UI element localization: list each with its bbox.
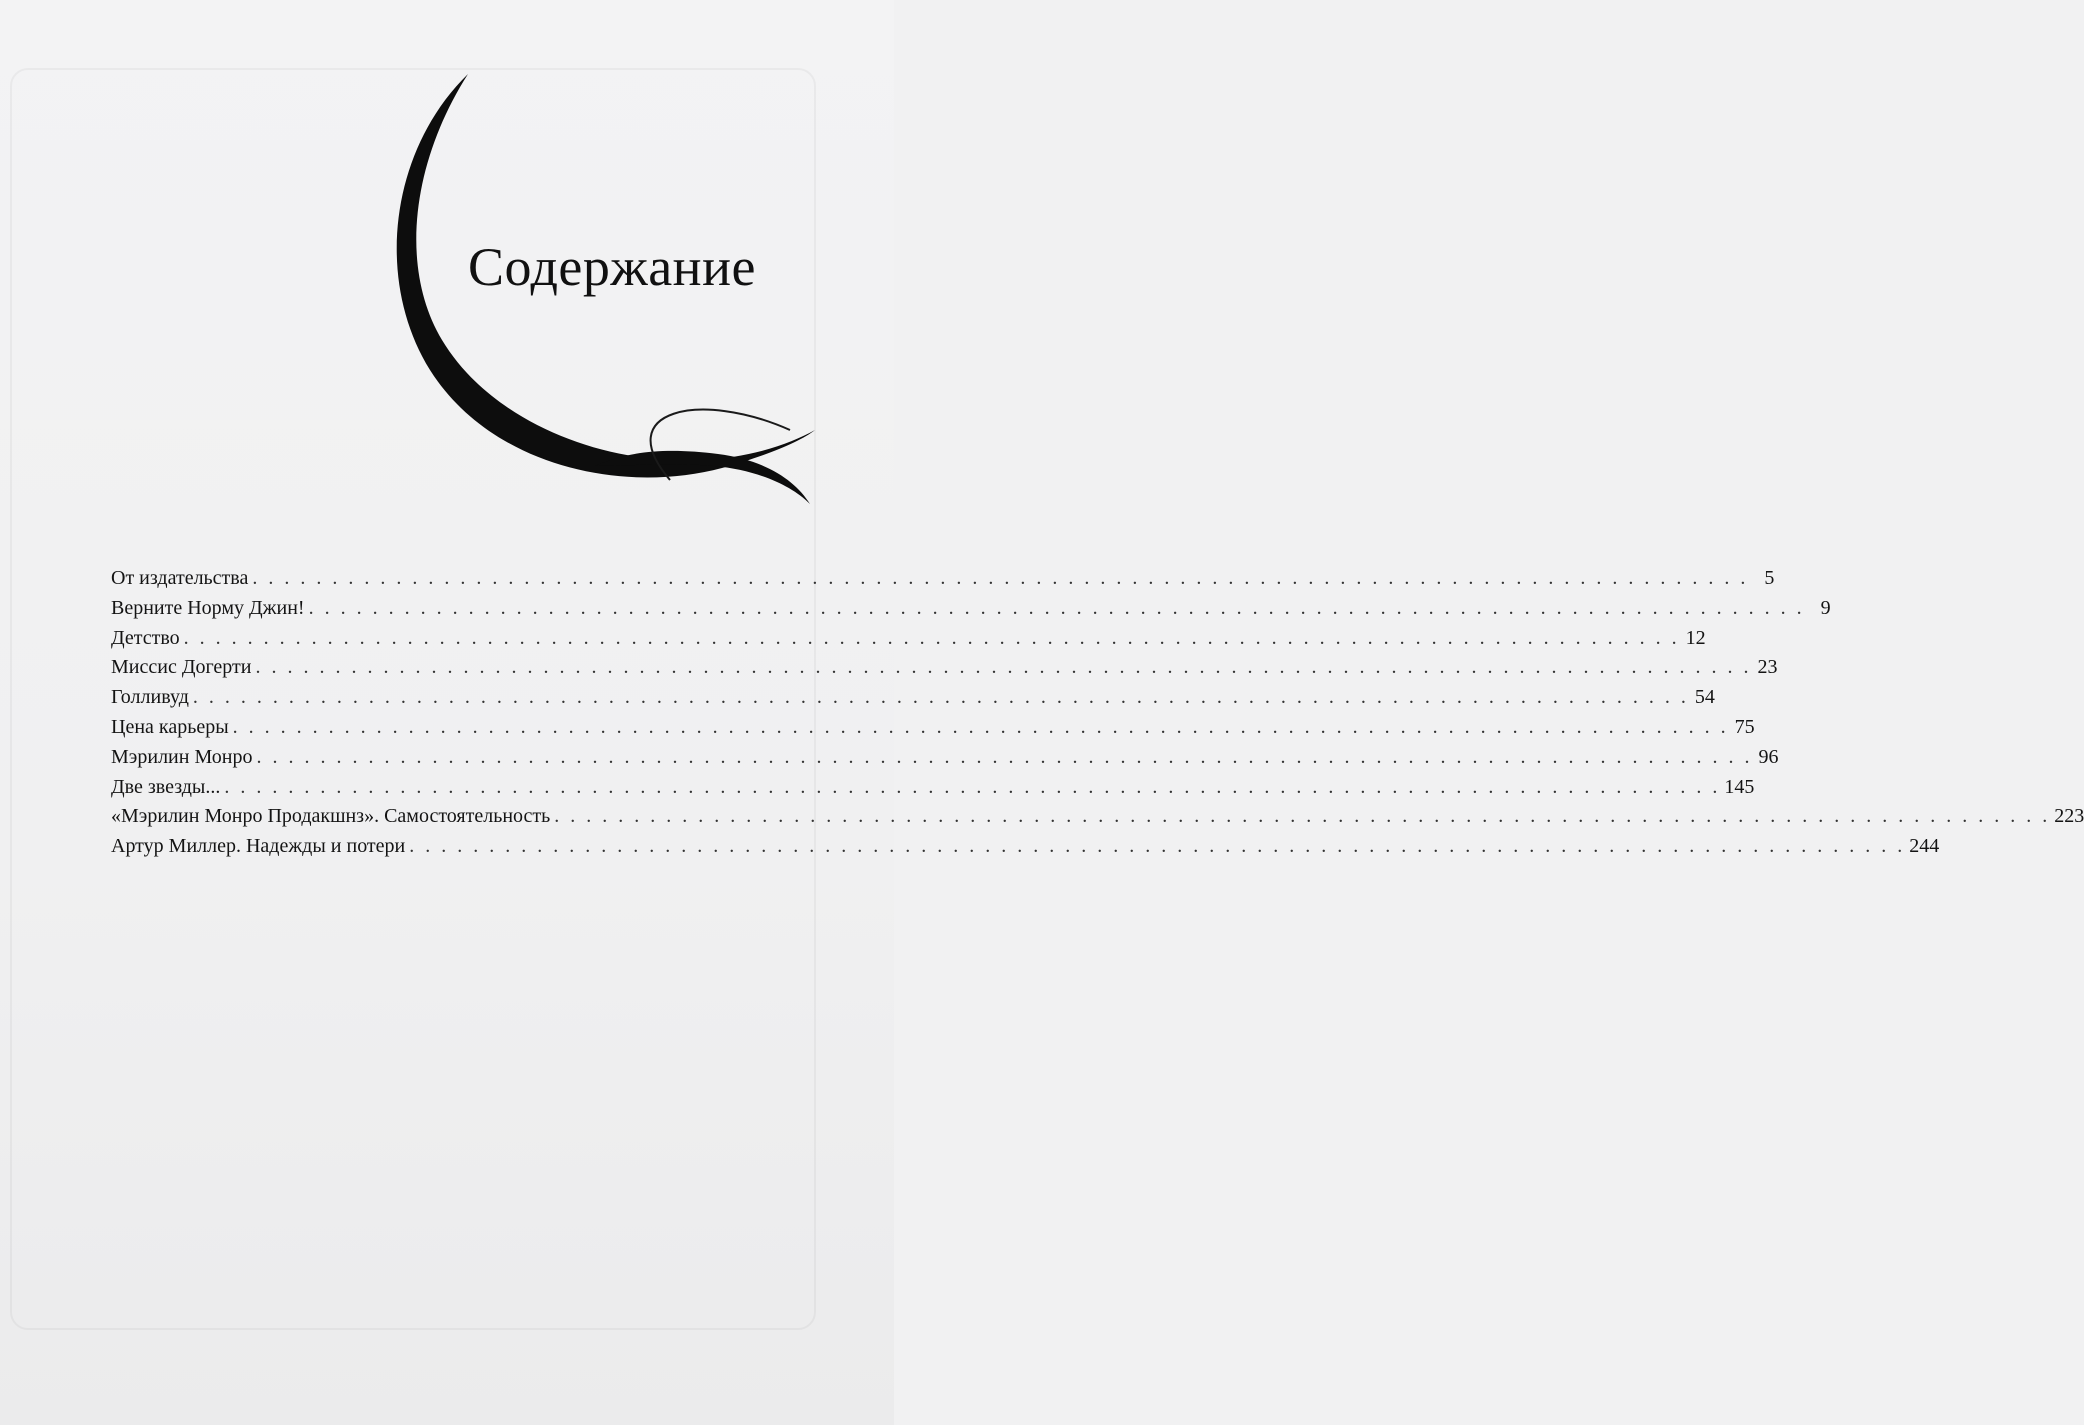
toc-entry <box>111 835 1940 865</box>
toc-entry-title: Детство <box>111 626 180 649</box>
toc-page-number: 75 <box>1734 715 1755 738</box>
toc-entry-title: Миссис Догерти <box>111 656 252 679</box>
toc-entry <box>111 715 1755 746</box>
toc-page-number: 12 <box>1685 626 1706 649</box>
toc-page-number: 23 <box>1757 656 1778 679</box>
toc-dot-leader: . . . . . . . . . . . . . . . . . . . . . . . . . . . . . . . . . . . . . . . . . . . . . . . . . . . . . . . . . . . . . . . . . . . . . . . . . . . . . . . . . . . . . . . . . . . . . . <box>224 775 1721 798</box>
toc-entry-title: Две звезды... <box>111 775 221 798</box>
toc-entry <box>111 775 1755 806</box>
toc-entry <box>111 626 1706 657</box>
toc-page-number: 9 <box>1820 596 1831 619</box>
toc-entry-title: Цена карьеры <box>111 715 229 738</box>
toc-entry-title: Мэрилин Монро <box>111 745 253 768</box>
toc-dot-leader: . . . . . . . . . . . . . . . . . . . . . . . . . . . . . . . . . . . . . . . . . . . . . . . . . . . . . . . . . . . . . . . . . . . . . . . . . . . . . . . . . . . . . . . . . . . . . . <box>308 596 1805 619</box>
toc-entry <box>111 686 1715 716</box>
toc-page-number: 96 <box>1758 745 1779 768</box>
toc-entry <box>111 567 1775 597</box>
toc-entry <box>111 805 2084 835</box>
toc-entry <box>111 745 1779 776</box>
toc-page-number: 223 <box>2054 805 2084 828</box>
toc-dot-leader: . . . . . . . . . . . . . . . . . . . . . . . . . . . . . . . . . . . . . . . . . . . . . . . . . . . . . . . . . . . . . . . . . . . . . . . . . . . . . . . . . . . . . . . . . . . . . . <box>232 715 1729 738</box>
toc-entry <box>111 656 1778 686</box>
table-of-contents <box>111 567 2084 865</box>
toc-entry <box>111 596 1831 627</box>
toc-page-number: 54 <box>1694 686 1715 709</box>
page-title: Содержание <box>468 237 756 297</box>
toc-entry-title: От издательства <box>111 567 249 589</box>
toc-dot-leader: . . . . . . . . . . . . . . . . . . . . . . . . . . . . . . . . . . . . . . . . . . . . . . . . . . . . . . . . . . . . . . . . . . . . . . . . . . . . . . . . . . . . . . . . . . . . . . <box>554 805 2051 828</box>
toc-dot-leader: . . . . . . . . . . . . . . . . . . . . . . . . . . . . . . . . . . . . . . . . . . . . . . . . . . . . . . . . . . . . . . . . . . . . . . . . . . . . . . . . . . . . . . . . . . . . . . <box>192 686 1689 709</box>
toc-page-number: 5 <box>1764 567 1775 589</box>
toc-dot-leader: . . . . . . . . . . . . . . . . . . . . . . . . . . . . . . . . . . . . . . . . . . . . . . . . . . . . . . . . . . . . . . . . . . . . . . . . . . . . . . . . . . . . . . . . . . . . . . <box>255 656 1752 679</box>
toc-entry-title: Голливуд <box>111 686 189 709</box>
toc-page-number: 145 <box>1724 775 1755 798</box>
toc-page-number: 244 <box>1909 835 1940 858</box>
toc-entry-title: Верните Норму Джин! <box>111 596 305 619</box>
toc-entry-title: «Мэрилин Монро Продакшнз». Самостоятельность <box>111 805 551 828</box>
toc-dot-leader: . . . . . . . . . . . . . . . . . . . . . . . . . . . . . . . . . . . . . . . . . . . . . . . . . . . . . . . . . . . . . . . . . . . . . . . . . . . . . . . . . . . . . . . . . . . . . . <box>409 835 1906 858</box>
toc-dot-leader: . . . . . . . . . . . . . . . . . . . . . . . . . . . . . . . . . . . . . . . . . . . . . . . . . . . . . . . . . . . . . . . . . . . . . . . . . . . . . . . . . . . . . . . . . . . . . . <box>183 626 1680 649</box>
toc-dot-leader: . . . . . . . . . . . . . . . . . . . . . . . . . . . . . . . . . . . . . . . . . . . . . . . . . . . . . . . . . . . . . . . . . . . . . . . . . . . . . . . . . . . . . . . . . . . . . . <box>256 745 1753 768</box>
toc-entry-title: Артур Миллер. Надежды и потери <box>111 835 406 858</box>
toc-dot-leader: . . . . . . . . . . . . . . . . . . . . . . . . . . . . . . . . . . . . . . . . . . . . . . . . . . . . . . . . . . . . . . . . . . . . . . . . . . . . . . . . . . . . . . . . . . . . . . <box>252 567 1749 589</box>
